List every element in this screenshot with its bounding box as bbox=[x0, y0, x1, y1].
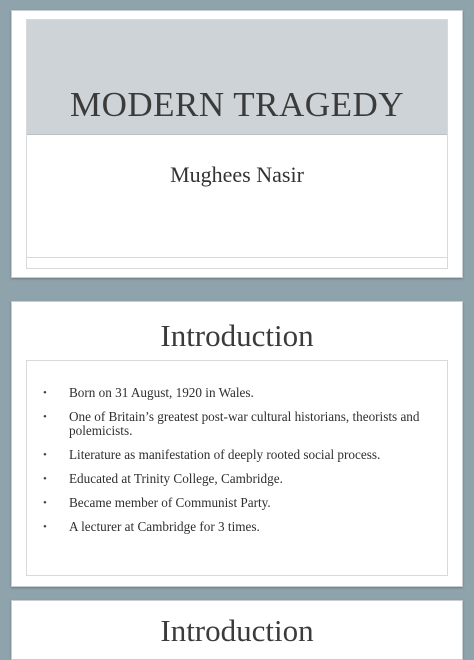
bullet-icon: • bbox=[43, 473, 47, 485]
bullet-item bbox=[42, 386, 432, 400]
bullet-icon: • bbox=[43, 497, 47, 509]
bullet-text: Literature as manifestation of deeply rooted social process. bbox=[69, 447, 381, 462]
slide-frame bbox=[26, 19, 448, 269]
slide-title: Introduction bbox=[160, 613, 314, 648]
bullet-item bbox=[42, 448, 432, 462]
introduction-slide-partial bbox=[11, 600, 463, 660]
slide-subtitle: Mughees Nasir bbox=[170, 162, 304, 187]
bullet-icon: • bbox=[43, 387, 47, 399]
bullet-item bbox=[42, 496, 432, 510]
bullet-text: Became member of Communist Party. bbox=[69, 495, 271, 510]
bullet-item bbox=[42, 520, 432, 534]
introduction-slide bbox=[11, 301, 463, 587]
bullet-text: One of Britain’s greatest post-war cultural historians, theorists and polemicists. bbox=[69, 409, 420, 438]
bullet-list bbox=[42, 386, 432, 544]
slide-footer-line bbox=[27, 257, 447, 258]
bullet-icon: • bbox=[43, 449, 47, 461]
bullet-item bbox=[42, 410, 432, 438]
bullet-icon: • bbox=[43, 411, 47, 423]
bullet-text: Educated at Trinity College, Cambridge. bbox=[69, 471, 283, 486]
bullet-text: Born on 31 August, 1920 in Wales. bbox=[69, 385, 254, 400]
title-slide bbox=[11, 10, 463, 278]
bullet-text: A lecturer at Cambridge for 3 times. bbox=[69, 519, 260, 534]
slide-title: Introduction bbox=[160, 318, 314, 353]
bullet-item bbox=[42, 472, 432, 486]
slide-title: MODERN TRAGEDY bbox=[70, 85, 404, 124]
bullet-icon: • bbox=[43, 521, 47, 533]
